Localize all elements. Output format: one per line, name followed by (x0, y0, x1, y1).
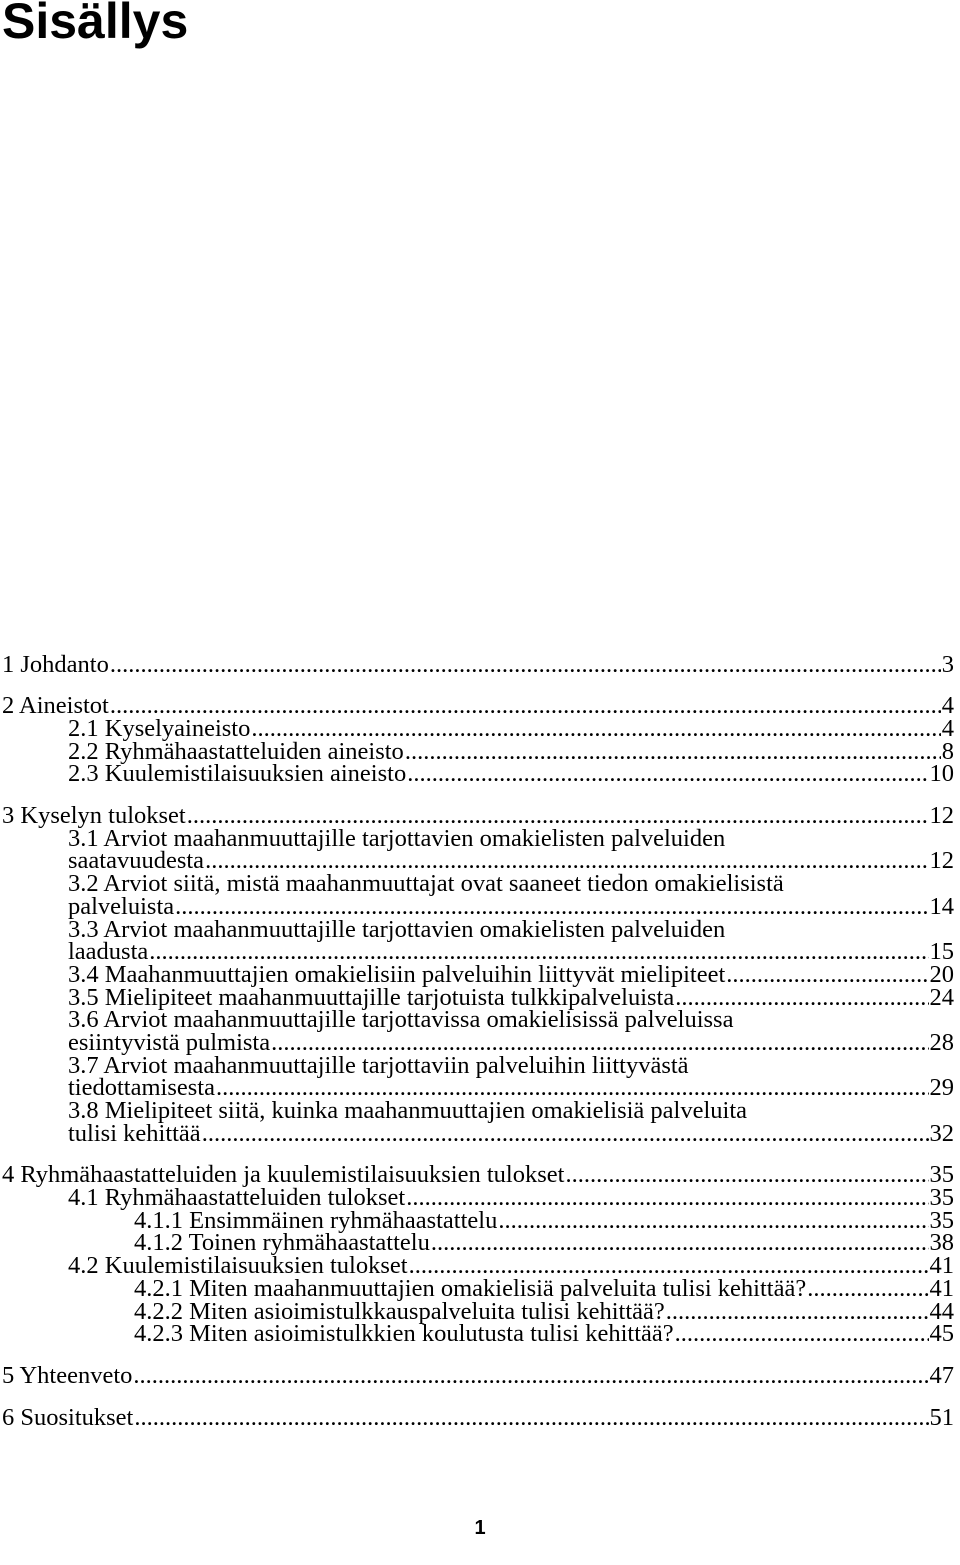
toc-entry-page: 28 (929, 1029, 954, 1056)
toc-entry-title: 6 Suositukset (2, 1404, 134, 1431)
toc-entry-title-line[interactable]: 3.2 Arviot siitä, mistä maahanmuuttajat ovat saaneet tiedon omakielisistä (68, 870, 784, 897)
dot-leader (134, 1404, 928, 1432)
dot-leader (133, 1362, 928, 1390)
toc-entry-page: 44 (929, 1298, 954, 1325)
toc-entry[interactable] (2, 651, 954, 679)
toc-entry-title-line[interactable]: 3.7 Arviot maahanmuuttajille tarjottaviin palveluihin liittyvästä (68, 1052, 689, 1079)
toc-entry-title: 3.4 Maahanmuuttajien omakielisiin palveluihin liittyvät mielipiteet (68, 961, 726, 988)
page-number: 1 (474, 1517, 486, 1539)
page-title: Sisällys (2, 0, 189, 49)
toc-entry-page: 12 (929, 847, 954, 874)
toc-entry-page: 35 (929, 1161, 954, 1188)
toc-entry[interactable] (2, 1404, 954, 1432)
toc-entry-title: laadusta (68, 938, 149, 965)
toc-entry-title: 4.1 Ryhmähaastatteluiden tulokset (68, 1184, 406, 1211)
toc-entry-page: 3 (941, 651, 954, 678)
toc-entry-title: esiintyvistä pulmista (68, 1029, 271, 1056)
toc-entry-title: 1 Johdanto (2, 651, 109, 678)
toc-entry-page: 14 (929, 893, 954, 920)
toc-entry-title: 5 Yhteenveto (2, 1362, 133, 1389)
dot-leader (407, 760, 928, 788)
toc-entry-title: tulisi kehittää (68, 1120, 201, 1147)
toc-entry[interactable] (68, 1120, 954, 1148)
toc-entry[interactable] (68, 760, 954, 788)
toc-entry-page: 24 (929, 984, 954, 1011)
toc-entry-title: 4.2.1 Miten maahanmuuttajien omakielisiä palveluita tulisi kehittää? (134, 1275, 807, 1302)
toc-entry-title-line[interactable]: 3.1 Arviot maahanmuuttajille tarjottavien omakielisten palveluiden (68, 825, 726, 852)
toc-entry-page: 29 (929, 1074, 954, 1101)
toc-entry-page: 32 (929, 1120, 954, 1147)
toc-entry-title: 4.2.3 Miten asioimistulkkien koulutusta tulisi kehittää? (134, 1320, 674, 1347)
toc-entry-page: 20 (929, 961, 954, 988)
toc-entry[interactable] (2, 1362, 954, 1390)
toc-entry-title: 2 Aineistot (2, 692, 109, 719)
toc-entry-page: 4 (941, 715, 954, 742)
toc-entry-title: palveluista (68, 893, 175, 920)
toc-entry-title: 3 Kyselyn tulokset (2, 802, 186, 829)
toc-entry-title-line[interactable]: 3.3 Arviot maahanmuuttajille tarjottavien omakielisten palveluiden (68, 916, 726, 943)
toc-entry-title-line[interactable]: 3.6 Arviot maahanmuuttajille tarjottavissa omakielisissä palveluissa (68, 1006, 734, 1033)
toc-entry-page: 35 (929, 1207, 954, 1234)
toc-entry-page: 41 (929, 1252, 954, 1279)
toc-entry-title: saatavuudesta (68, 847, 205, 874)
toc-entry-title: 4 Ryhmähaastatteluiden ja kuulemistilaisuuksien tulokset (2, 1161, 565, 1188)
toc-entry-title-line[interactable]: 3.8 Mielipiteet siitä, kuinka maahanmuuttajien omakielisiä palveluita (68, 1097, 748, 1124)
toc-entry-page: 12 (929, 802, 954, 829)
toc-entry-title: 2.2 Ryhmähaastatteluiden aineisto (68, 738, 404, 765)
toc-entry-page: 45 (929, 1320, 954, 1347)
toc-entry-title: tiedottamisesta (68, 1074, 215, 1101)
toc-entry-page: 10 (929, 760, 954, 787)
toc-entry-page: 41 (929, 1275, 954, 1302)
toc-entry-title: 2.1 Kyselyaineisto (68, 715, 251, 742)
toc-entry-page: 47 (929, 1362, 954, 1389)
toc-entry-title: 4.1.2 Toinen ryhmähaastattelu (134, 1229, 430, 1256)
toc-entry-page: 8 (941, 738, 954, 765)
toc-entry-page: 15 (929, 938, 954, 965)
toc-entry-title: 4.2.2 Miten asioimistulkkauspalveluita tulisi kehittää? (134, 1298, 665, 1325)
toc-entry-title: 4.2 Kuulemistilaisuuksien tulokset (68, 1252, 408, 1279)
toc-entry[interactable] (134, 1320, 954, 1348)
toc-entry-title: 3.5 Mielipiteet maahanmuuttajille tarjotuista tulkkipalveluista (68, 984, 675, 1011)
toc-entry-page: 4 (941, 692, 954, 719)
toc-entry-page: 38 (929, 1229, 954, 1256)
toc-entry-title: 2.3 Kuulemistilaisuuksien aineisto (68, 760, 407, 787)
toc-entry-title: 4.1.1 Ensimmäinen ryhmähaastattelu (134, 1207, 498, 1234)
dot-leader (202, 1120, 929, 1148)
toc-entry-page: 51 (929, 1404, 954, 1431)
toc-entry-page: 35 (929, 1184, 954, 1211)
dot-leader (110, 651, 941, 679)
dot-leader (675, 1320, 929, 1348)
